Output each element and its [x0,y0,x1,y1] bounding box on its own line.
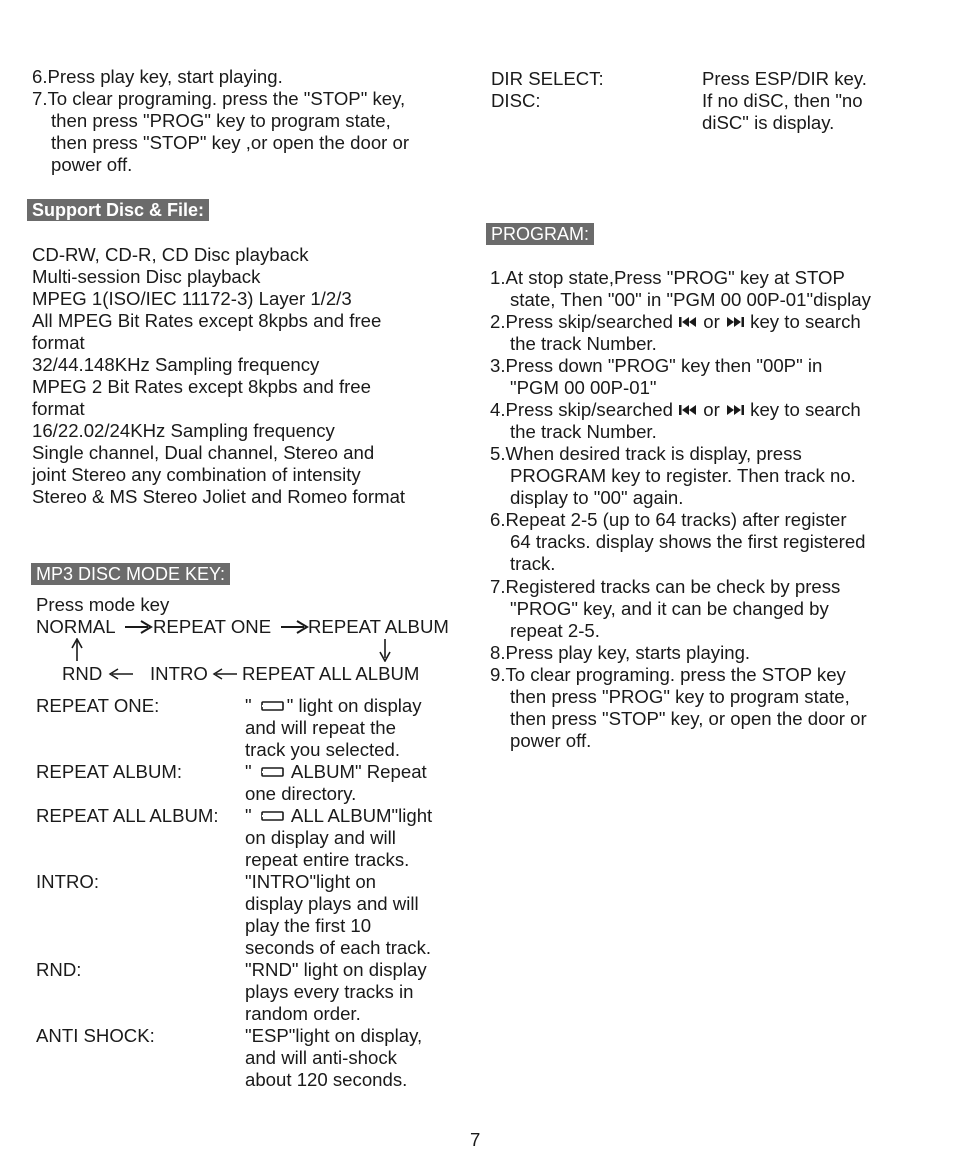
program-step-2-cont: the track Number. [510,333,657,354]
skip-back-icon [678,316,698,328]
program-step-1-cont: state, Then "00" in "PGM 00 00P-01"display [510,289,871,310]
repeat-icon [257,699,287,713]
desc-line: play the first 10 [245,915,372,936]
desc-line: plays every tracks in [245,981,414,1002]
desc-line: about 120 seconds. [245,1069,408,1090]
support-line: Single channel, Dual channel, Stereo and [32,442,375,463]
desc-line: and will repeat the [245,717,396,738]
desc-line: random order. [245,1003,361,1024]
step-7-text: 7.To clear programing. press the "STOP" key, [32,88,406,109]
arrow-up-icon [70,638,84,662]
support-line: 16/22.02/24KHz Sampling frequency [32,420,335,441]
desc-line: repeat entire tracks. [245,849,410,870]
program-step-7-cont: "PROG" key, and it can be changed by [510,598,829,619]
support-line: joint Stereo any combination of intensity [32,464,361,485]
support-line: Multi-session Disc playback [32,266,261,287]
desc-line: "INTRO"light on [245,871,377,892]
arrow-left-icon [212,668,238,680]
flow-rnd: RND [62,663,103,684]
support-line: MPEG 2 Bit Rates except 8kpbs and free [32,376,371,397]
program-step-4-cont: the track Number. [510,421,657,442]
support-line: Stereo & MS Stereo Joliet and Romeo format [32,486,406,507]
arrow-right-icon [124,620,154,634]
mode-intro-text: Press mode key [36,594,170,615]
term-repeat-album: REPEAT ALBUM: [36,761,183,782]
repeat-icon [257,765,287,779]
program-step-7-cont: repeat 2-5. [510,620,600,641]
program-step-5-cont: PROGRAM key to register. Then track no. [510,465,856,486]
support-line: MPEG 1(ISO/IEC 11172-3) Layer 1/2/3 [32,288,352,309]
term-dir-select: DIR SELECT: [491,68,604,89]
flow-normal: NORMAL [36,616,116,637]
support-line: All MPEG Bit Rates except 8kpbs and free [32,310,382,331]
desc-line: display plays and will [245,893,419,914]
skip-back-icon [678,404,698,416]
term-anti-shock: ANTI SHOCK: [36,1025,155,1046]
support-line: CD-RW, CD-R, CD Disc playback [32,244,309,265]
desc-repeat-album: " ALBUM" Repeat [245,761,427,782]
term-intro: INTRO: [36,871,100,892]
support-line: format [32,332,85,353]
step-7-text-cont: then press "PROG" key to program state, [51,110,391,131]
program-step-6-cont: 64 tracks. display shows the first registered [510,531,866,552]
arrow-right-icon [280,620,310,634]
program-step-7: 7.Registered tracks can be check by press [490,576,841,597]
step-6-text: 6.Press play key, start playing. [32,66,283,87]
desc-dir-select: Press ESP/DIR key. [702,68,867,89]
program-step-6: 6.Repeat 2-5 (up to 64 tracks) after register [490,509,847,530]
desc-disc-cont: diSC" is display. [702,112,835,133]
support-line: format [32,398,85,419]
program-step-2: 2.Press skip/searched or key to search [490,311,861,332]
skip-forward-icon [725,316,745,328]
program-step-9: 9.To clear programing. press the STOP key [490,664,846,685]
desc-line: seconds of each track. [245,937,432,958]
program-step-9-cont: then press "STOP" key, or open the door or [510,708,867,729]
program-step-5-cont: display to "00" again. [510,487,684,508]
flow-repeat-all-album: REPEAT ALL ALBUM [242,663,420,684]
term-rnd: RND: [36,959,82,980]
desc-line: one directory. [245,783,357,804]
step-7-text-cont: power off. [51,154,133,175]
desc-line: "ESP"light on display, [245,1025,423,1046]
desc-line: track you selected. [245,739,401,760]
program-step-8: 8.Press play key, starts playing. [490,642,751,663]
arrow-left-icon [108,668,134,680]
support-disc-header: Support Disc & File: [27,199,209,221]
program-step-9-cont: then press "PROG" key to program state, [510,686,850,707]
program-step-3-cont: "PGM 00 00P-01" [510,377,657,398]
desc-line: "RND" light on display [245,959,427,980]
program-step-5: 5.When desired track is display, press [490,443,802,464]
desc-repeat-all-album: " ALL ALBUM"light [245,805,433,826]
program-step-9-cont: power off. [510,730,592,751]
support-line: 32/44.148KHz Sampling frequency [32,354,320,375]
desc-line: on display and will [245,827,396,848]
term-repeat-one: REPEAT ONE: [36,695,160,716]
program-step-6-cont: track. [510,553,556,574]
term-disc: DISC: [491,90,541,111]
flow-repeat-album: REPEAT ALBUM [308,616,449,637]
program-step-1: 1.At stop state,Press "PROG" key at STOP [490,267,845,288]
step-7-text-cont: then press "STOP" key ,or open the door or [51,132,410,153]
repeat-icon [257,809,287,823]
program-step-4: 4.Press skip/searched or key to search [490,399,861,420]
desc-disc: If no diSC, then "no [702,90,863,111]
flow-intro: INTRO [150,663,208,684]
page-number: 7 [470,1129,481,1150]
skip-forward-icon [725,404,745,416]
mp3-mode-header: MP3 DISC MODE KEY: [31,563,230,585]
arrow-down-icon [378,638,392,662]
program-header: PROGRAM: [486,223,594,245]
desc-repeat-one: " " light on display [245,695,422,716]
flow-repeat-one: REPEAT ONE [153,616,272,637]
program-step-3: 3.Press down "PROG" key then "00P" in [490,355,823,376]
desc-line: and will anti-shock [245,1047,397,1068]
term-repeat-all-album: REPEAT ALL ALBUM: [36,805,219,826]
